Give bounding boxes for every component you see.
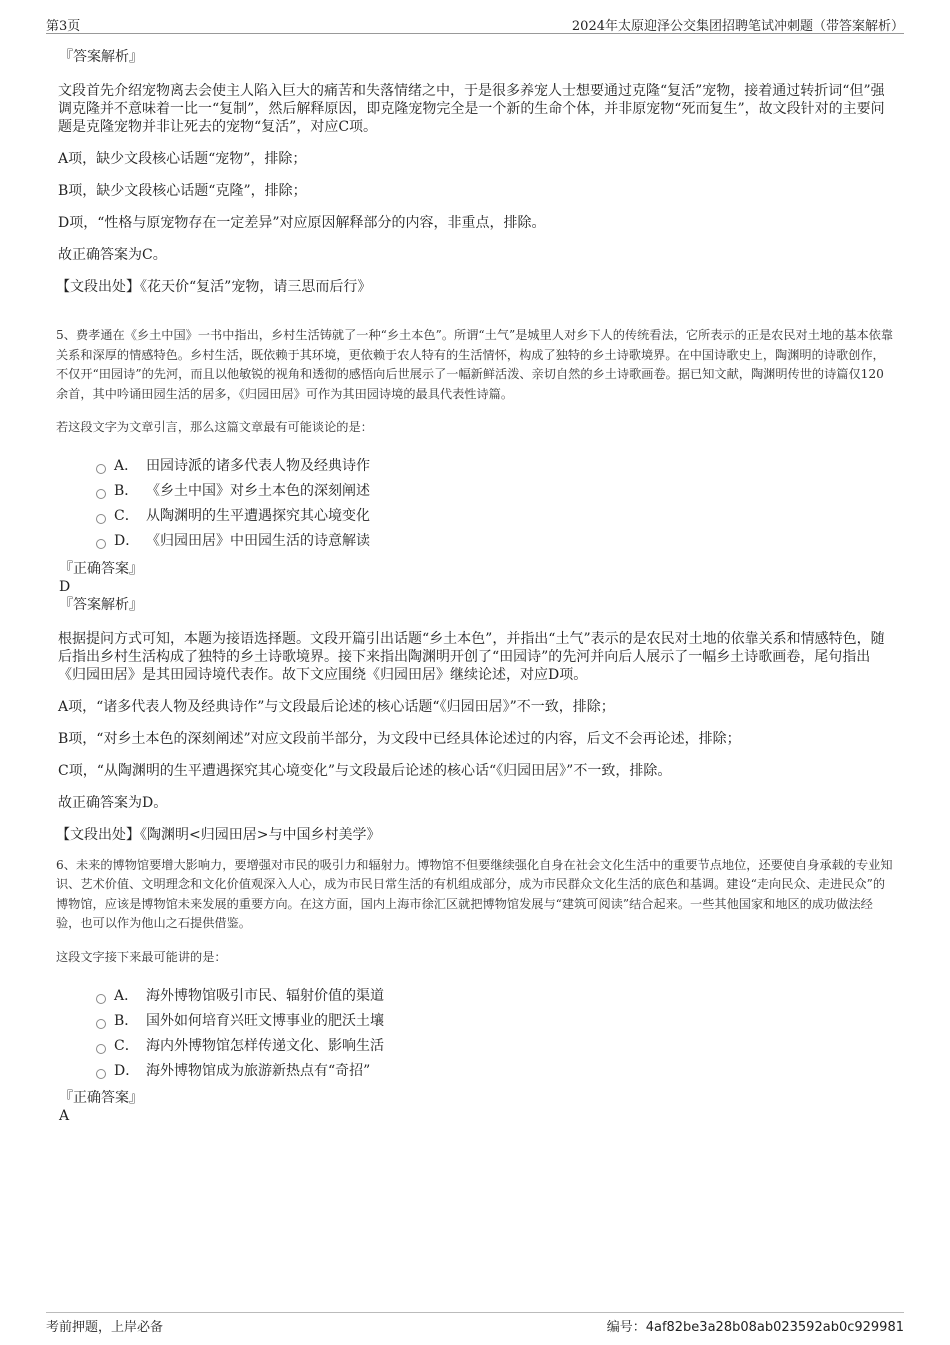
option-letter: A．	[114, 458, 139, 474]
analysis-tag: 『答案解析』	[59, 596, 143, 613]
option-letter: C．	[114, 508, 139, 524]
page-content	[56, 48, 896, 1125]
source-citation: 【文段出处】《花天价“复活”宠物，请三思而后行》	[56, 279, 372, 295]
option-letter: B．	[114, 1012, 139, 1029]
correct-answer: A	[59, 1108, 70, 1124]
option-c[interactable]	[96, 504, 896, 529]
question-5-prompt: 若这段文字为文章引言，那么这篇文章最有可能谈论的是：	[56, 420, 373, 434]
option-b[interactable]	[96, 479, 896, 504]
page-footer	[46, 1312, 904, 1334]
question-6-text: 6、未来的博物馆要增大影响力，要增强对市民的吸引力和辐射力。博物馆不但要继续强化自身在社会文化生活中的重要节点地位，还要使自身承载的专业知识、艺术价值、文明理念和文化价值观深入人心，成为市民日常生活的有机组成部分，成为市民群众文化生活的底色和基调。建设“走向民众、走进民众”的博物馆，应该是博物馆未来发展的重要方向。在这方面，国内上海市徐汇区就把博物馆发展与“建筑可阅读”结合起来。一些其他国家和地区的成功做法经验，也可以作为他山之石提供借鉴。	[56, 857, 893, 930]
option-text: 海外博物馆吸引市民、辐射价值的渠道	[146, 987, 384, 1004]
option-d[interactable]	[96, 1058, 896, 1083]
option-text: 《乡土中国》对乡土本色的深刻阐述	[146, 483, 370, 499]
correct-answer-tag: 『正确答案』	[59, 1090, 143, 1106]
analysis-tag: 『答案解析』	[59, 49, 143, 65]
serial-label: 编号：	[606, 1320, 646, 1335]
option-c[interactable]	[96, 1033, 896, 1058]
analysis-paragraph: 文段首先介绍宠物离去会使主人陷入巨大的痛苦和失落情绪之中，于是很多养宠人士想要通过克隆“复活”宠物，接着通过转折词“但”强调克隆并不意味着一比一“复制”，然后解释原因，即克隆宠物完全是一个新的生命个体，并非原宠物“死而复生”，故文段针对的主要问题是克隆宠物并非让死去的宠物“复活”，对应C项。	[58, 83, 885, 135]
option-text: 国外如何培育兴旺文博事业的肥沃土壤	[146, 1012, 384, 1029]
source-citation: 【文段出处】《陶渊明<归园田居>与中国乡村美学》	[56, 826, 381, 843]
option-letter: D．	[114, 1062, 140, 1079]
option-letter: C．	[114, 1037, 139, 1054]
question-5-options	[96, 454, 896, 554]
analysis-paragraph: B项，“对乡土本色的深刻阐述”对应文段前半部分，为文段中已经具体论述过的内容，后文不会再论述，排除；	[58, 730, 741, 747]
radio-button-icon[interactable]	[96, 1019, 106, 1029]
correct-answer-tag: 『正确答案』	[59, 560, 143, 577]
option-letter: B．	[114, 483, 139, 499]
analysis-paragraph: 故正确答案为C。	[58, 247, 167, 263]
option-a[interactable]	[96, 454, 896, 479]
document-title: 2024年太原迎泽公交集团招聘笔试冲刺题（带答案解析）	[571, 19, 904, 34]
page-header	[46, 14, 904, 34]
radio-button-icon[interactable]	[96, 489, 106, 499]
analysis-paragraph: C项，“从陶渊明的生平遭遇探究其心境变化”与文段最后论述的核心话“《归园田居》”不一致，排除。	[58, 762, 672, 779]
radio-button-icon[interactable]	[96, 514, 106, 524]
page-number: 第3页	[46, 19, 81, 34]
option-b[interactable]	[96, 1008, 896, 1033]
option-text: 《归园田居》中田园生活的诗意解读	[146, 533, 370, 549]
option-text: 海外博物馆成为旅游新热点有“奇招”	[146, 1062, 371, 1079]
option-letter: A．	[114, 987, 139, 1004]
option-a[interactable]	[96, 983, 896, 1008]
radio-button-icon[interactable]	[96, 539, 106, 549]
radio-button-icon[interactable]	[96, 464, 106, 474]
correct-answer: D	[59, 578, 71, 595]
radio-button-icon[interactable]	[96, 994, 106, 1004]
question-6-prompt: 这段文字接下来最可能讲的是：	[56, 949, 227, 964]
serial-number	[607, 1316, 904, 1335]
analysis-paragraph: A项，“诸多代表人物及经典诗作”与文段最后论述的核心话题“《归园田居》”不一致，排除；	[58, 698, 615, 715]
analysis-paragraph: B项，缺少文段核心话题“克隆”，排除；	[58, 183, 307, 199]
analysis-paragraph: A项，缺少文段核心话题“宠物”，排除；	[58, 151, 307, 167]
radio-button-icon[interactable]	[96, 1069, 106, 1079]
option-text: 田园诗派的诸多代表人物及经典诗作	[146, 458, 370, 474]
analysis-paragraph: D项，“性格与原宠物存在一定差异”对应原因解释部分的内容，非重点，排除。	[58, 215, 546, 231]
radio-button-icon[interactable]	[96, 1044, 106, 1054]
serial-value: 4af82be3a28b08ab023592ab0c929981	[645, 1320, 904, 1335]
option-letter: D．	[114, 533, 140, 549]
footer-slogan: 考前押题，上岸必备	[46, 1320, 164, 1335]
question-5-text: 5、费孝通在《乡土中国》一书中指出，乡村生活铸就了一种“乡土本色”。所谓“土气”是城里人对乡下人的传统看法，它所表示的正是农民对土地的基本依靠关系和深厚的情感特色。乡村生活，既依赖于其环境，更依赖于农人特有的生活情怀，构成了独特的乡土诗歌境界。在中国诗歌史上，陶渊明的诗歌创作，不仅开“田园诗”的先河，而且以他敏锐的视角和透彻的感悟向后世展示了一幅新鲜活泼、亲切自然的乡土诗歌画卷。据已知文献，陶渊明传世的诗篇仅120余首，其中吟诵田园生活的居多，《归园田居》可作为其田园诗境的最具代表性诗篇。	[56, 328, 894, 401]
option-d[interactable]	[96, 529, 896, 554]
question-6-options	[96, 983, 896, 1083]
analysis-paragraph: 故正确答案为D。	[58, 794, 168, 811]
analysis-paragraph: 根据提问方式可知，本题为接语选择题。文段开篇引出话题“乡土本色”，并指出“土气”表示的是农民对土地的依靠关系和情感特色，随后指出乡村生活构成了独特的乡土诗歌境界。接下来指出陶渊明开创了“田园诗”的先河并向后人展示了一幅乡土诗歌画卷，尾句指出《归园田居》是其田园诗境代表作。故下文应围绕《归园田居》继续论述，对应D项。	[58, 630, 885, 683]
option-text: 海内外博物馆怎样传递文化、影响生活	[146, 1037, 384, 1054]
option-text: 从陶渊明的生平遭遇探究其心境变化	[146, 508, 370, 524]
